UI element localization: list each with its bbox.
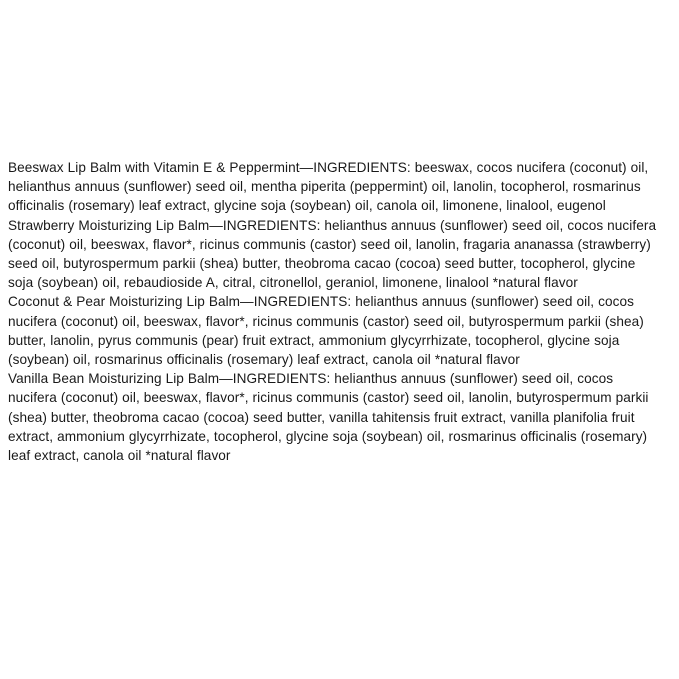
ingredients-paragraph-beeswax-vitamin-e-peppermint: Beeswax Lip Balm with Vitamin E & Peppermint—INGREDIENTS: beeswax, cocos nucifera (coconut) oil, helianthus annuus (sunflower) seed oil, mentha piperita (peppermint) oil, lanolin, tocopherol, rosmarinus officinalis (rosemary) leaf extract, glycine soja (soybean) oil, canola oil, limonene, linalool, eugenol bbox=[8, 160, 649, 214]
ingredients-paragraph-coconut-pear-moisturizing: Coconut & Pear Moisturizing Lip Balm—INGREDIENTS: helianthus annuus (sunflower) seed oil, cocos nucifera (coconut) oil, beeswax, flavor*, ricinus communis (castor) seed oil, butyrospermum parkii (shea) butter, lanolin, pyrus communis (pear) fruit extract, ammonium glycyrrhizate, tocopherol, glycine soja (soybean) oil, rosmarinus officinalis (rosemary) leaf extract, canola oil *natural flavor bbox=[8, 294, 644, 368]
ingredients-paragraph-vanilla-bean-moisturizing: Vanilla Bean Moisturizing Lip Balm—INGREDIENTS: helianthus annuus (sunflower) seed oil, cocos nucifera (coconut) oil, beeswax, flavor*, ricinus communis (castor) seed oil, lanolin, butyrospermum parkii (shea) butter, theobroma cacao (cocoa) seed butter, vanilla tahitensis fruit extract, vanilla planifolia fruit extract, ammonium glycyrrhizate, tocopherol, glycine soja (soybean) oil, rosmarinus officinalis (rosemary) leaf extract, canola oil *natural flavor bbox=[8, 371, 649, 464]
ingredients-paragraph-strawberry-moisturizing: Strawberry Moisturizing Lip Balm—INGREDIENTS: helianthus annuus (sunflower) seed oil, cocos nucifera (coconut) oil, beeswax, flavor*, ricinus communis (castor) seed oil, lanolin, fragaria ananassa (strawberry) seed oil, butyrospermum parkii (shea) butter, theobroma cacao (cocoa) seed butter, tocopherol, glycine soja (soybean) oil, rebaudioside A, citral, citronellol, geraniol, limonene, linalool *natural flavor bbox=[8, 217, 657, 291]
